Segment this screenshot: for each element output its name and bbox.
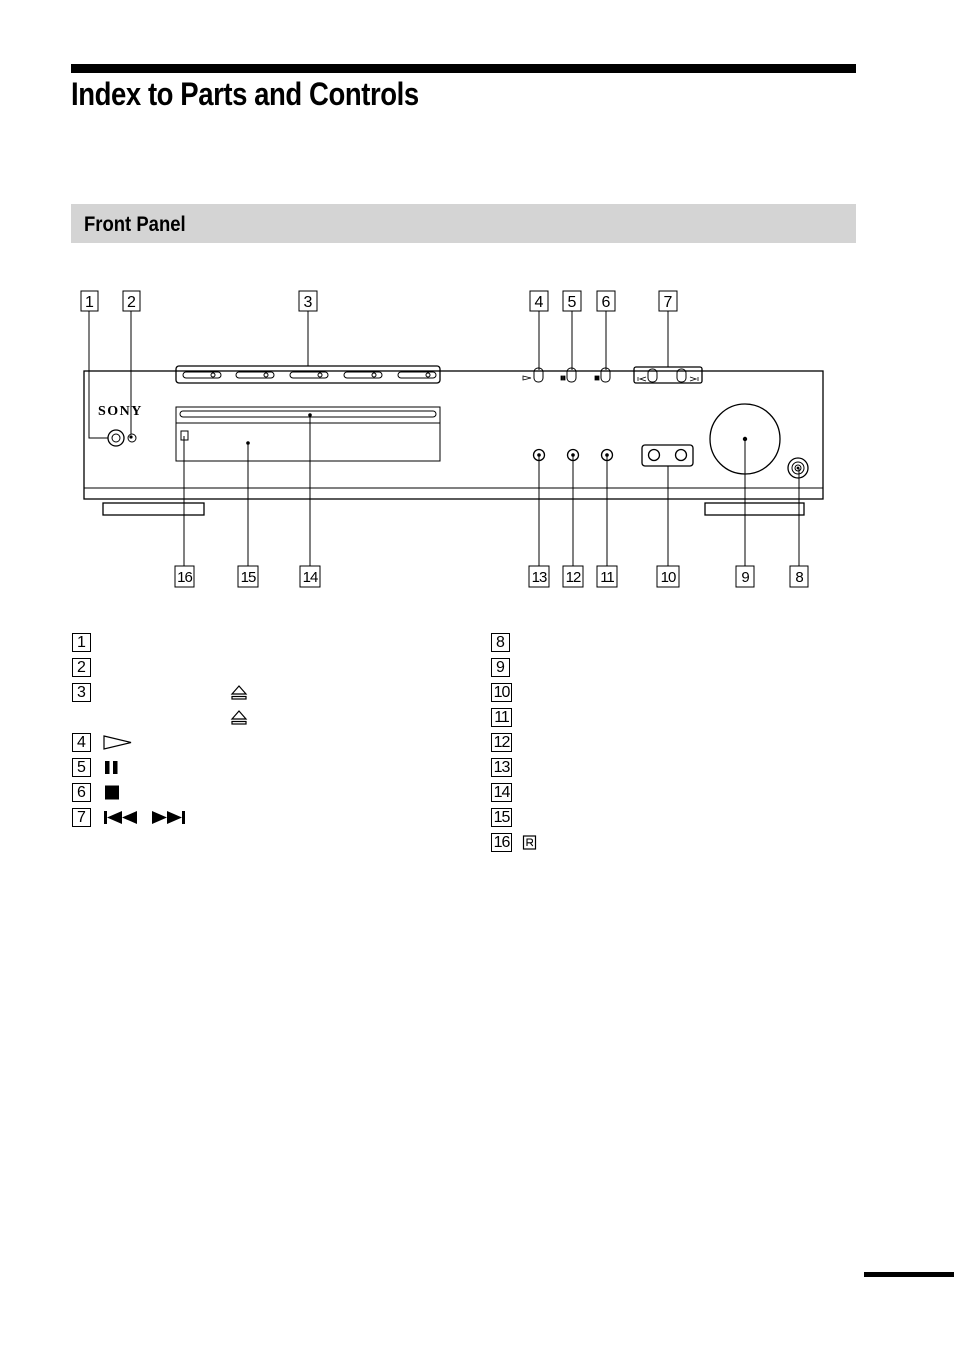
stop-icon [103, 783, 123, 802]
legend-item-6 [72, 783, 372, 803]
legend-item-16 [491, 833, 791, 853]
callout-16: 16 [177, 569, 192, 586]
bottom-rule [864, 1272, 954, 1277]
callout-15: 15 [240, 569, 256, 586]
legend-item-14 [491, 783, 791, 803]
stop-button [601, 368, 610, 382]
legend-number: 5 [72, 758, 91, 777]
callout-14: 14 [302, 569, 318, 586]
legend-number: 16 [491, 833, 512, 852]
legend-right [491, 633, 871, 858]
legend-number: 11 [491, 708, 512, 727]
legend-number: 13 [491, 758, 512, 777]
legend-item-4 [72, 733, 372, 753]
eject-icon [230, 683, 248, 702]
legend-item-5 [72, 758, 372, 778]
legend-number: 6 [72, 783, 91, 802]
callout-6: 6 [601, 294, 611, 311]
legend-number: 12 [491, 733, 512, 752]
callout-7: 7 [663, 294, 673, 311]
legend-item-3 [72, 683, 372, 703]
play-button [534, 368, 543, 382]
legend-number: 4 [72, 733, 91, 752]
legend-number: 9 [491, 658, 510, 677]
legend-item-15 [491, 808, 791, 828]
legend-number: 8 [491, 633, 510, 652]
callout-2: 2 [127, 294, 136, 311]
legend-item-3-continued [72, 708, 372, 728]
legend-number: 15 [491, 808, 512, 827]
legend-item-9 [491, 658, 791, 678]
power-button [108, 430, 124, 446]
page-title: Index to Parts and Controls [71, 76, 419, 112]
disc-tray [176, 407, 440, 461]
callout-5: 5 [567, 294, 577, 311]
legend-left [72, 633, 452, 843]
callout-13: 13 [531, 569, 547, 586]
legend-item-12 [491, 733, 791, 753]
legend-number: 3 [72, 683, 91, 702]
callout-1: 1 [85, 294, 94, 311]
legend-item-10 [491, 683, 791, 703]
left-foot [103, 503, 204, 515]
pause-button [567, 368, 576, 382]
buttons-10-bracket [642, 445, 693, 466]
callout-3: 3 [303, 294, 313, 311]
next-icon [151, 808, 191, 827]
disc-buttons-bracket [176, 366, 440, 383]
previous-icon [103, 808, 143, 827]
legend-item-8 [491, 633, 791, 653]
bottom-callouts [175, 566, 808, 587]
unit-body [84, 371, 823, 499]
callout-9: 9 [741, 569, 749, 586]
play-icon [103, 733, 133, 752]
callout-11: 11 [600, 569, 614, 586]
callout-10: 10 [660, 569, 676, 586]
legend-number: 10 [491, 683, 512, 702]
eject-icon [230, 708, 248, 727]
brand-logo: SONY [98, 404, 143, 419]
legend-number: 1 [72, 633, 91, 652]
front-panel-diagram [0, 0, 954, 620]
callout-12: 12 [565, 569, 581, 586]
disc-tray-buttons [183, 372, 436, 378]
legend-number: 14 [491, 783, 512, 802]
remote-sensor-icon [522, 833, 538, 852]
callout-8: 8 [795, 569, 803, 586]
pause-icon [103, 758, 123, 777]
right-foot [705, 503, 804, 515]
callout-4: 4 [534, 294, 544, 311]
section-title: Front Panel [84, 213, 186, 236]
top-callouts [81, 291, 677, 311]
legend-number: 7 [72, 808, 91, 827]
legend-item-7 [72, 808, 372, 828]
legend-item-11 [491, 708, 791, 728]
legend-item-2 [72, 658, 372, 678]
legend-item-13 [491, 758, 791, 778]
legend-number: 2 [72, 658, 91, 677]
legend-item-1 [72, 633, 372, 653]
